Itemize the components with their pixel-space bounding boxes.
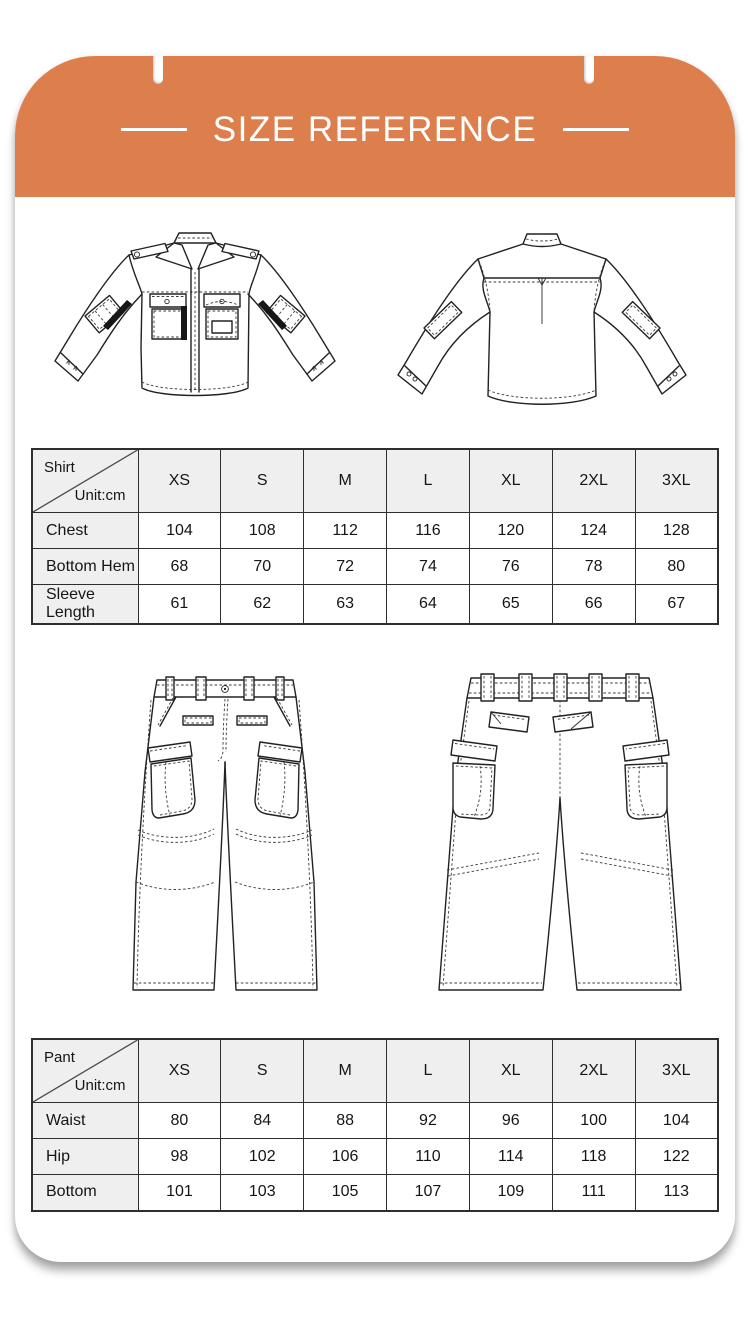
measurement-label-cell: Hip [32,1139,138,1175]
measurement-value-cell: 104 [138,513,221,549]
measurement-value-cell: 63 [304,585,387,625]
measurement-value-cell: 101 [138,1175,221,1211]
title-dash-right-icon [563,128,629,131]
measurement-value-cell: 106 [304,1139,387,1175]
measurement-row [32,585,718,625]
measurement-value-cell: 114 [469,1139,552,1175]
measurement-value-cell: 122 [635,1139,718,1175]
measurement-value-cell: 112 [304,513,387,549]
size-column-header: XL [469,1039,552,1103]
measurement-value-cell: 113 [635,1175,718,1211]
measurement-value-cell: 80 [635,549,718,585]
size-column-header: 3XL [635,1039,718,1103]
measurement-value-cell: 111 [552,1175,635,1211]
measurement-value-cell: 64 [387,585,470,625]
table-garment-label: Pant [44,1049,75,1066]
size-column-header: XS [138,449,221,513]
measurement-label-cell: Bottom Hem [32,549,138,585]
measurement-value-cell: 128 [635,513,718,549]
measurement-value-cell: 96 [469,1103,552,1139]
measurement-label-cell: Waist [32,1103,138,1139]
size-column-header: S [221,1039,304,1103]
measurement-value-cell: 102 [221,1139,304,1175]
measurement-value-cell: 70 [221,549,304,585]
measurement-value-cell: 62 [221,585,304,625]
measurement-value-cell: 92 [387,1103,470,1139]
measurement-value-cell: 67 [635,585,718,625]
measurement-value-cell: 100 [552,1103,635,1139]
size-column-header: S [221,449,304,513]
measurement-value-cell: 110 [387,1139,470,1175]
measurement-value-cell: 84 [221,1103,304,1139]
measurement-value-cell: 80 [138,1103,221,1139]
shirt-size-table [31,448,719,625]
measurement-value-cell: 66 [552,585,635,625]
size-column-header: XS [138,1039,221,1103]
table-garment-label: Shirt [44,459,75,476]
measurement-label-cell: Chest [32,513,138,549]
measurement-value-cell: 108 [221,513,304,549]
size-column-header: L [387,449,470,513]
measurement-value-cell: 74 [387,549,470,585]
hanger-notch-right [584,56,594,84]
measurement-value-cell: 65 [469,585,552,625]
measurement-value-cell: 118 [552,1139,635,1175]
table-corner-cell [32,1039,138,1103]
shirt-back-drawing-icon [392,228,692,418]
measurement-label-cell: Sleeve Length [32,585,138,625]
measurement-value-cell: 105 [304,1175,387,1211]
measurement-value-cell: 98 [138,1139,221,1175]
measurement-value-cell: 107 [387,1175,470,1211]
size-column-header: XL [469,449,552,513]
shirt-front-drawing-icon [45,228,345,418]
title-dash-left-icon [121,128,187,131]
measurement-value-cell: 116 [387,513,470,549]
measurement-value-cell: 76 [469,549,552,585]
size-column-header: M [304,449,387,513]
measurement-value-cell: 120 [469,513,552,549]
measurement-value-cell: 109 [469,1175,552,1211]
measurement-value-cell: 72 [304,549,387,585]
size-column-header: 2XL [552,1039,635,1103]
measurement-row [32,513,718,549]
measurement-value-cell: 103 [221,1175,304,1211]
measurement-row [32,549,718,585]
measurement-value-cell: 78 [552,549,635,585]
size-column-header: 2XL [552,449,635,513]
measurement-value-cell: 68 [138,549,221,585]
size-column-header: L [387,1039,470,1103]
pants-front-drawing-icon [130,672,320,1002]
measurement-row [32,1103,718,1139]
size-column-header: 3XL [635,449,718,513]
pants-back-drawing-icon [425,672,695,1002]
measurement-value-cell: 88 [304,1103,387,1139]
table-unit-label: Unit:cm [74,487,126,504]
title-banner [15,56,735,197]
size-column-header: M [304,1039,387,1103]
page-title: SIZE REFERENCE [212,109,538,149]
measurement-value-cell: 104 [635,1103,718,1139]
hanger-notch-left [153,56,163,84]
measurement-row [32,1175,718,1211]
table-corner-cell [32,449,138,513]
measurement-label-cell: Bottom [32,1175,138,1211]
table-unit-label: Unit:cm [74,1077,126,1094]
measurement-value-cell: 61 [138,585,221,625]
size-reference-card [15,56,735,1262]
measurement-value-cell: 124 [552,513,635,549]
measurement-row [32,1139,718,1175]
pant-size-table [31,1038,719,1212]
